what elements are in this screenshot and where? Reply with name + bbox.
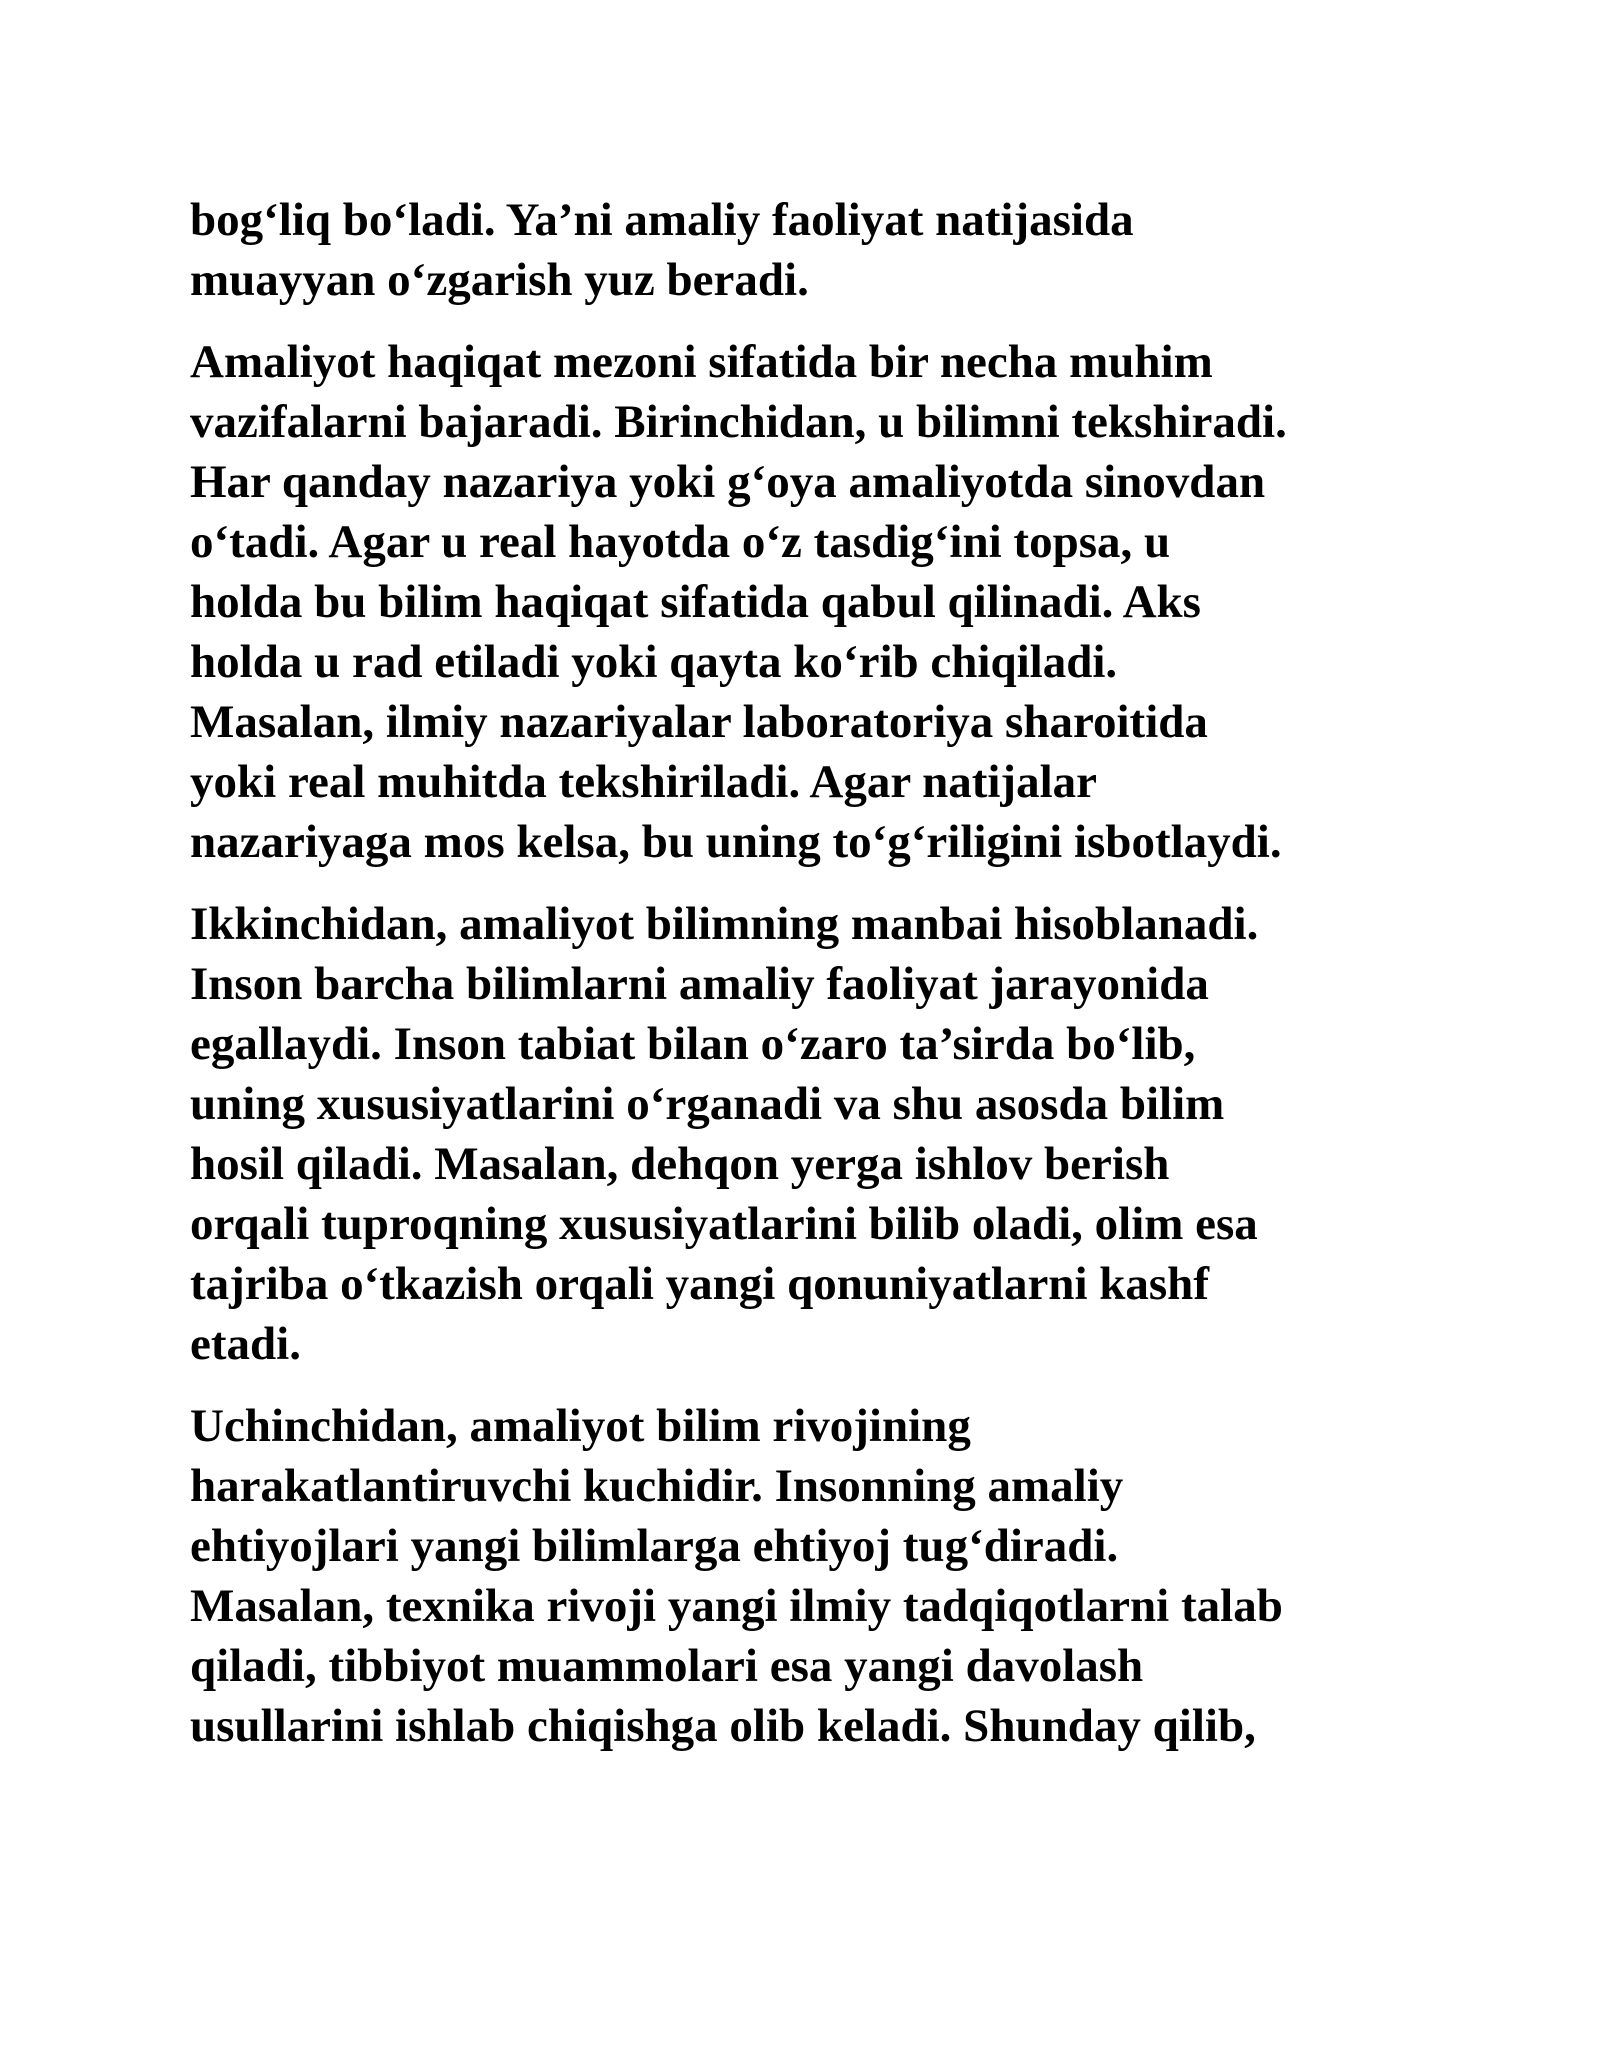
text-line: ehtiyojlari yangi bilimlarga ehtiyoj tug‘diradi. (190, 1520, 1119, 1572)
text-line: Uchinchidan, amaliyot bilim rivojining (190, 1400, 971, 1452)
text-line: Har qanday nazariya yoki g‘oya amaliyotda sinovdan (190, 456, 1266, 508)
text-line: hosil qiladi. Masalan, dehqon yerga ishlov berish (190, 1138, 1170, 1190)
text-line: holda u rad etiladi yoki qayta ko‘rib chiqiladi. (190, 636, 1118, 688)
text-line: Ikkinchidan, amaliyot bilimning manbai hisoblanadi. (190, 898, 1259, 950)
text-line: usullarini ishlab chiqishga olib keladi. Shunday qilib, (190, 1700, 1256, 1752)
text-line: Amaliyot haqiqat mezoni sifatida bir necha muhim (190, 336, 1213, 388)
paragraph-1 (190, 190, 1430, 310)
text-line: bog‘liq bo‘ladi. Ya’ni amaliy faoliyat natijasida (190, 194, 1134, 246)
text-line: Masalan, ilmiy nazariyalar laboratoriya sharoitida (190, 696, 1208, 748)
text-line: tajriba o‘tkazish orqali yangi qonuniyatlarni kashf (190, 1258, 1209, 1310)
text-line: qiladi, tibbiyot muammolari esa yangi davolash (190, 1640, 1144, 1692)
document-body (190, 190, 1430, 1778)
text-line: uning xususiyatlarini o‘rganadi va shu asosda bilim (190, 1078, 1225, 1130)
text-line: muayyan o‘zgarish yuz beradi. (190, 254, 809, 306)
text-line: harakatlantiruvchi kuchidir. Insonning amaliy (190, 1460, 1124, 1512)
text-line: orqali tuproqning xususiyatlarini bilib oladi, olim esa (190, 1198, 1258, 1250)
paragraph-3 (190, 894, 1430, 1374)
text-line: Masalan, texnika rivoji yangi ilmiy tadqiqotlarni talab (190, 1580, 1283, 1632)
text-line: etadi. (190, 1318, 301, 1370)
text-line: o‘tadi. Agar u real hayotda o‘z tasdig‘ini topsa, u (190, 516, 1171, 568)
paragraph-2 (190, 332, 1430, 872)
text-line: egallaydi. Inson tabiat bilan o‘zaro ta’sirda bo‘lib, (190, 1018, 1196, 1070)
paragraph-4 (190, 1396, 1430, 1756)
text-line: holda bu bilim haqiqat sifatida qabul qilinadi. Aks (190, 576, 1201, 628)
text-line: vazifalarni bajaradi. Birinchidan, u bilimni tekshiradi. (190, 396, 1287, 448)
text-line: Inson barcha bilimlarni amaliy faoliyat jarayonida (190, 958, 1209, 1010)
text-line: nazariyaga mos kelsa, bu uning to‘g‘riligini isbotlaydi. (190, 816, 1282, 868)
text-line: yoki real muhitda tekshiriladi. Agar natijalar (190, 756, 1097, 808)
